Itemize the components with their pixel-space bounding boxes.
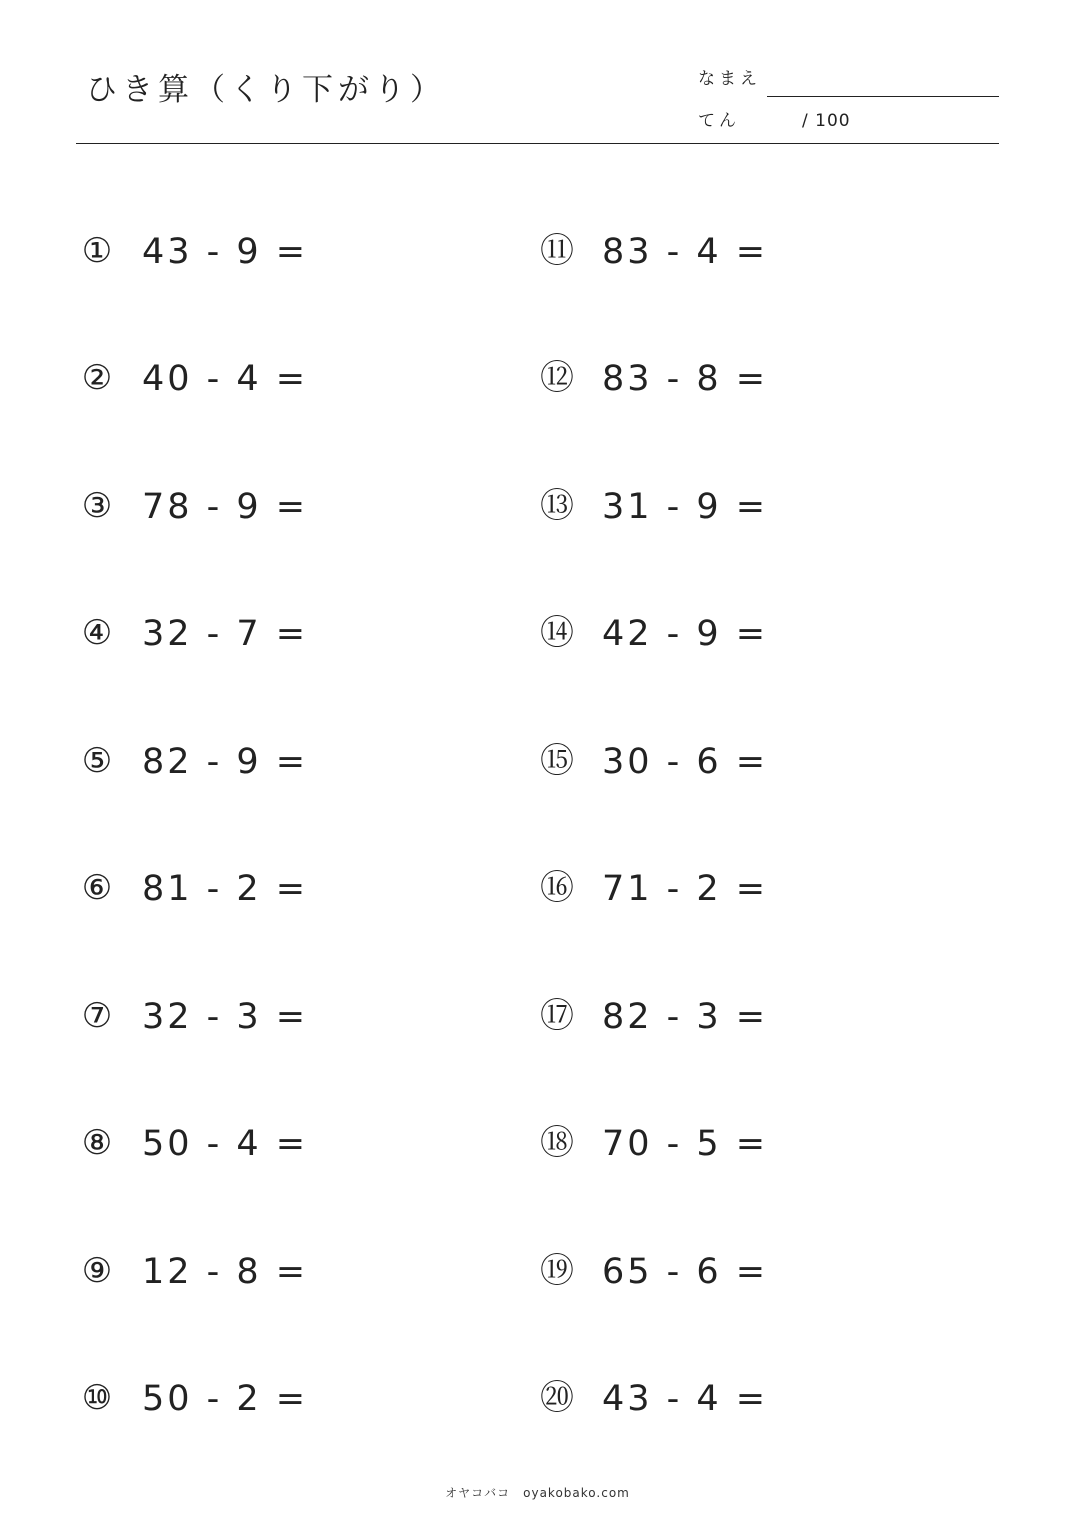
problem-item [540, 1252, 768, 1292]
problem-number: ⑳ [540, 1378, 574, 1418]
problem-item [80, 869, 308, 909]
problem-number: ⑨ [81, 1251, 113, 1291]
problem-expression: 82 - 9 = [142, 742, 309, 782]
problem-expression: 42 - 9 = [602, 614, 769, 654]
problem-number: ⑩ [81, 1378, 113, 1418]
worksheet-title: ひき算（くり下がり） [86, 72, 446, 108]
problem-expression: 43 - 4 = [602, 1379, 769, 1419]
problem-expression: 83 - 8 = [602, 359, 769, 399]
problem-expression: 40 - 4 = [142, 359, 309, 399]
problem-item [540, 742, 768, 782]
problem-number: ⑮ [540, 741, 574, 781]
problem-number: ⑬ [540, 486, 574, 526]
problem-number: ⑤ [81, 741, 113, 781]
problem-expression: 78 - 9 = [142, 487, 309, 527]
problem-item [80, 232, 308, 272]
problem-number: ① [81, 231, 113, 271]
problem-number: ⑥ [81, 868, 113, 908]
problem-number: ② [81, 358, 113, 398]
problem-number: ⑯ [540, 868, 574, 908]
problem-expression: 50 - 4 = [142, 1124, 309, 1164]
problem-expression: 43 - 9 = [142, 232, 309, 272]
problem-item [80, 997, 308, 1037]
name-label: なまえ [698, 69, 761, 89]
problem-expression: 31 - 9 = [602, 487, 769, 527]
problem-number: ⑦ [81, 996, 113, 1036]
problem-number: ⑰ [540, 996, 574, 1036]
problem-number: ⑭ [540, 613, 574, 653]
problem-number: ⑱ [540, 1123, 574, 1163]
problem-number: ③ [81, 486, 113, 526]
problem-item [80, 742, 308, 782]
problem-item [540, 614, 768, 654]
problem-expression: 65 - 6 = [602, 1252, 769, 1292]
problem-item [540, 232, 768, 272]
problem-expression: 32 - 3 = [142, 997, 309, 1037]
problem-expression: 71 - 2 = [602, 869, 769, 909]
problem-item [80, 1252, 308, 1292]
problem-item [80, 1124, 308, 1164]
problem-expression: 50 - 2 = [142, 1379, 309, 1419]
score-total: / 100 [802, 111, 851, 131]
problem-item [540, 1124, 768, 1164]
problem-expression: 82 - 3 = [602, 997, 769, 1037]
problem-item [80, 359, 308, 399]
problem-expression: 83 - 4 = [602, 232, 769, 272]
score-label: てん [698, 111, 740, 131]
problem-item [540, 487, 768, 527]
problem-expression: 70 - 5 = [602, 1124, 769, 1164]
footer-credit: オヤコバコ oyakobako.com [445, 1486, 630, 1500]
problem-item [80, 614, 308, 654]
problem-expression: 30 - 6 = [602, 742, 769, 782]
problem-number: ⑫ [540, 358, 574, 398]
problem-item [540, 1379, 768, 1419]
problem-number: ⑪ [540, 231, 574, 271]
problem-expression: 32 - 7 = [142, 614, 309, 654]
problem-expression: 81 - 2 = [142, 869, 309, 909]
problem-number: ④ [81, 613, 113, 653]
problem-number: ⑧ [81, 1123, 113, 1163]
problem-item [540, 997, 768, 1037]
problem-expression: 12 - 8 = [142, 1252, 309, 1292]
problem-item [80, 1379, 308, 1419]
problem-item [540, 869, 768, 909]
problem-item [540, 359, 768, 399]
problem-item [80, 487, 308, 527]
problem-number: ⑲ [540, 1251, 574, 1291]
